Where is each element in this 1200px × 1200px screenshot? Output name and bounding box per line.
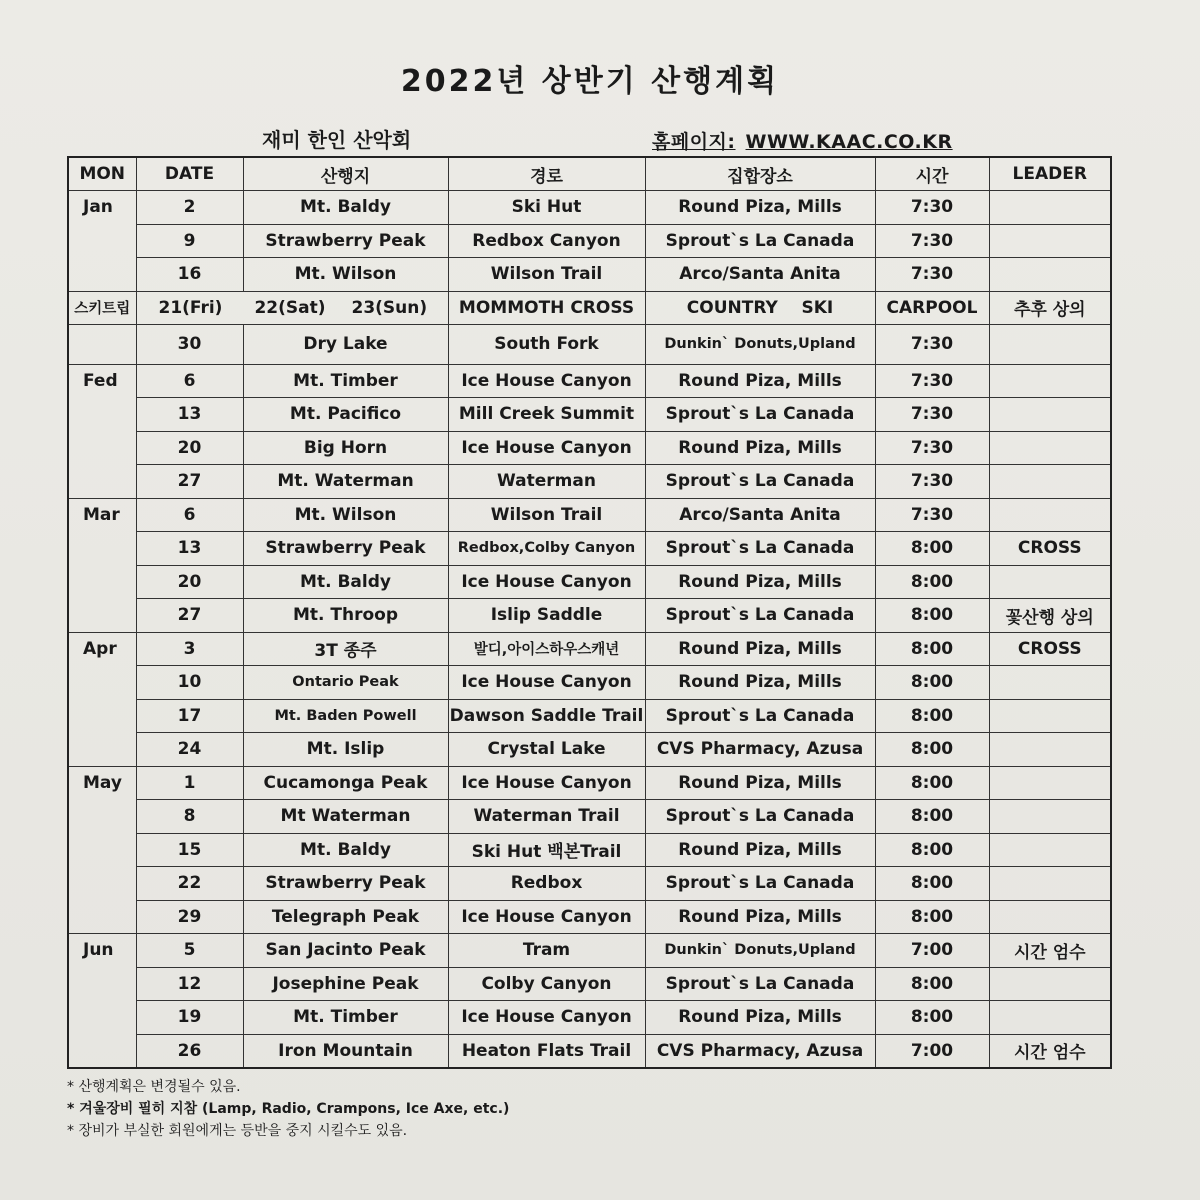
meeting-place-cell: Arco/Santa Anita xyxy=(645,258,875,292)
ski-trip-dates xyxy=(136,291,448,325)
leader-cell xyxy=(989,1001,1111,1035)
date-cell: 16 xyxy=(136,258,243,292)
time-cell: 7:30 xyxy=(875,191,989,225)
club-name: 재미 한인 산악회 xyxy=(262,128,412,152)
date-cell: 20 xyxy=(136,431,243,465)
meeting-place-cell: Round Pizа, Mills xyxy=(645,833,875,867)
meeting-place-cell: Dunkin` Donuts,Upland xyxy=(645,325,875,365)
table-row xyxy=(68,1001,1111,1035)
place-cell: Ontario Peak xyxy=(243,666,448,700)
leader-cell xyxy=(989,224,1111,258)
time-cell: 8:00 xyxy=(875,666,989,700)
table-row xyxy=(68,191,1111,225)
place-cell: Strawberry Peak xyxy=(243,867,448,901)
time-cell: 8:00 xyxy=(875,800,989,834)
place-cell: Mt. Baldy xyxy=(243,833,448,867)
route-cell: Tram xyxy=(448,934,645,968)
table-row xyxy=(68,565,1111,599)
route-cell: Ice House Canyon xyxy=(448,766,645,800)
col-place: 산행지 xyxy=(243,157,448,191)
time-cell: 8:00 xyxy=(875,532,989,566)
table-row xyxy=(68,699,1111,733)
route-cell: Islip Saddle xyxy=(448,599,645,633)
place-cell: Mt. Baldy xyxy=(243,191,448,225)
time-cell: 8:00 xyxy=(875,967,989,1001)
date-cell: 15 xyxy=(136,833,243,867)
leader-cell xyxy=(989,900,1111,934)
place-cell: Mt. Throop xyxy=(243,599,448,633)
route-cell: Wilson Trail xyxy=(448,258,645,292)
meeting-place-cell: Round Pizа, Mills xyxy=(645,900,875,934)
meeting-place-cell: Sprout`s La Canada xyxy=(645,699,875,733)
leader-cell xyxy=(989,699,1111,733)
time-cell: 8:00 xyxy=(875,900,989,934)
leader-cell xyxy=(989,833,1111,867)
leader-cell xyxy=(989,191,1111,225)
route-cell: Crystal Lake xyxy=(448,733,645,767)
time-cell: 8:00 xyxy=(875,833,989,867)
table-row xyxy=(68,258,1111,292)
note-2: * 겨울장비 필히 지참 (Lamp, Radio, Crampons, Ice Axe, etc.) xyxy=(67,1101,510,1117)
place-cell: Mt. Baldy xyxy=(243,565,448,599)
date-cell: 9 xyxy=(136,224,243,258)
table-row xyxy=(68,364,1111,398)
route-cell: Ice House Canyon xyxy=(448,364,645,398)
leader-cell xyxy=(989,465,1111,499)
ski-trip-note: 추후 상의 xyxy=(989,291,1111,325)
place-cell: Telegraph Peak xyxy=(243,900,448,934)
time-cell: 8:00 xyxy=(875,766,989,800)
date-cell: 20 xyxy=(136,565,243,599)
route-cell: Wilson Trail xyxy=(448,498,645,532)
leader-cell xyxy=(989,800,1111,834)
table-row xyxy=(68,967,1111,1001)
place-cell: Josephine Peak xyxy=(243,967,448,1001)
place-cell: Mt. Wilson xyxy=(243,498,448,532)
ski-trip-day: 21(Fri) xyxy=(158,297,223,318)
schedule-table xyxy=(67,156,1112,1069)
place-cell: Dry Lake xyxy=(243,325,448,365)
time-cell: 8:00 xyxy=(875,565,989,599)
meeting-place-cell: Sprout`s La Canada xyxy=(645,867,875,901)
place-cell: Strawberry Peak xyxy=(243,532,448,566)
leader-cell xyxy=(989,666,1111,700)
table-row xyxy=(68,733,1111,767)
date-cell: 13 xyxy=(136,398,243,432)
date-cell: 27 xyxy=(136,465,243,499)
place-cell: Big Horn xyxy=(243,431,448,465)
month-cell: Fed xyxy=(68,364,136,498)
time-cell: 8:00 xyxy=(875,1001,989,1035)
date-cell: 29 xyxy=(136,900,243,934)
leader-cell xyxy=(989,364,1111,398)
col-leader: LEADER xyxy=(989,157,1111,191)
date-cell: 13 xyxy=(136,532,243,566)
place-cell: Strawberry Peak xyxy=(243,224,448,258)
route-cell: Redbox,Colby Canyon xyxy=(448,532,645,566)
route-cell: Ice House Canyon xyxy=(448,565,645,599)
meeting-place-cell: Round Pizа, Mills xyxy=(645,431,875,465)
time-cell: 7:00 xyxy=(875,1034,989,1068)
table-row xyxy=(68,900,1111,934)
col-mon: MON xyxy=(68,157,136,191)
ski-trip-event: MOMMOTH CROSS xyxy=(448,291,645,325)
place-cell: Iron Mountain xyxy=(243,1034,448,1068)
route-cell: Waterman Trail xyxy=(448,800,645,834)
date-cell: 2 xyxy=(136,191,243,225)
place-cell: Mt. Pacifico xyxy=(243,398,448,432)
route-cell: Redbox xyxy=(448,867,645,901)
time-cell: 7:30 xyxy=(875,431,989,465)
date-cell: 30 xyxy=(136,325,243,365)
table-row xyxy=(68,431,1111,465)
route-cell: Ski Hut 백본Trail xyxy=(448,833,645,867)
time-cell: 7:00 xyxy=(875,934,989,968)
date-cell: 27 xyxy=(136,599,243,633)
route-cell: Ice House Canyon xyxy=(448,431,645,465)
table-row xyxy=(68,325,1111,365)
ski-trip-transport: CARPOOL xyxy=(875,291,989,325)
meeting-place-cell: Sprout`s La Canada xyxy=(645,599,875,633)
date-cell: 22 xyxy=(136,867,243,901)
note-3: * 장비가 부실한 회원에게는 등반을 중지 시킬수도 있음. xyxy=(67,1123,408,1139)
date-cell: 1 xyxy=(136,766,243,800)
meeting-place-cell: Round Pizа, Mills xyxy=(645,565,875,599)
time-cell: 8:00 xyxy=(875,733,989,767)
route-cell: Redbox Canyon xyxy=(448,224,645,258)
header-row xyxy=(68,157,1111,191)
place-cell: Mt. Wilson xyxy=(243,258,448,292)
date-cell: 8 xyxy=(136,800,243,834)
time-cell: 7:30 xyxy=(875,398,989,432)
meeting-place-cell: Round Pizа, Mills xyxy=(645,766,875,800)
month-cell: Mar xyxy=(68,498,136,632)
route-cell: Ski Hut xyxy=(448,191,645,225)
meeting-place-cell: CVS Pharmacy, Azusa xyxy=(645,1034,875,1068)
table-row xyxy=(68,867,1111,901)
table-row xyxy=(68,766,1111,800)
homepage-label: 홈페이지: xyxy=(652,131,736,153)
table-row xyxy=(68,1034,1111,1068)
table-row xyxy=(68,599,1111,633)
route-cell: 발디,아이스하우스캐년 xyxy=(448,632,645,666)
time-cell: 7:30 xyxy=(875,364,989,398)
table-row xyxy=(68,666,1111,700)
meeting-place-cell: Dunkin` Donuts,Upland xyxy=(645,934,875,968)
leader-cell: 시간 엄수 xyxy=(989,934,1111,968)
meeting-place-cell: Arco/Santa Anita xyxy=(645,498,875,532)
month-cell: Jan xyxy=(68,191,136,292)
date-cell: 6 xyxy=(136,364,243,398)
time-cell: 7:30 xyxy=(875,498,989,532)
meeting-place-cell: Sprout`s La Canada xyxy=(645,532,875,566)
leader-cell xyxy=(989,967,1111,1001)
meeting-place-cell: Sprout`s La Canada xyxy=(645,800,875,834)
page-title: 2022년 상반기 산행계획 xyxy=(400,64,780,99)
date-cell: 19 xyxy=(136,1001,243,1035)
col-route: 경로 xyxy=(448,157,645,191)
place-cell: Cucamonga Peak xyxy=(243,766,448,800)
route-cell: Colby Canyon xyxy=(448,967,645,1001)
date-cell: 26 xyxy=(136,1034,243,1068)
homepage-url: WWW.KAAC.CO.KR xyxy=(745,131,953,153)
ski-trip-label: 스키트립 xyxy=(68,291,136,325)
leader-cell xyxy=(989,398,1111,432)
date-cell: 12 xyxy=(136,967,243,1001)
date-cell: 6 xyxy=(136,498,243,532)
meeting-place-cell: Sprout`s La Canada xyxy=(645,465,875,499)
month-cell: May xyxy=(68,766,136,934)
homepage-line xyxy=(652,127,963,154)
date-cell: 5 xyxy=(136,934,243,968)
place-cell: Mt. Timber xyxy=(243,1001,448,1035)
leader-cell: CROSS xyxy=(989,532,1111,566)
route-cell: Ice House Canyon xyxy=(448,900,645,934)
table-row xyxy=(68,398,1111,432)
place-cell: Mt. Islip xyxy=(243,733,448,767)
route-cell: Heaton Flats Trail xyxy=(448,1034,645,1068)
leader-cell xyxy=(989,431,1111,465)
time-cell: 8:00 xyxy=(875,632,989,666)
place-cell: Mt. Timber xyxy=(243,364,448,398)
col-time: 시간 xyxy=(875,157,989,191)
ski-trip-row xyxy=(68,291,1111,325)
col-meeting: 집합장소 xyxy=(645,157,875,191)
date-cell: 17 xyxy=(136,699,243,733)
meeting-place-cell: Round Pizа, Mills xyxy=(645,632,875,666)
ski-trip-type: COUNTRY SKI xyxy=(645,291,875,325)
table-row xyxy=(68,833,1111,867)
meeting-place-cell: Round Pizа, Mills xyxy=(645,1001,875,1035)
table-row xyxy=(68,800,1111,834)
time-cell: 7:30 xyxy=(875,325,989,365)
route-cell: Dawson Saddle Trail xyxy=(448,699,645,733)
place-cell: 3T 종주 xyxy=(243,632,448,666)
leader-cell xyxy=(989,867,1111,901)
month-cell: Apr xyxy=(68,632,136,766)
leader-cell: 꽃산행 상의 xyxy=(989,599,1111,633)
table-row xyxy=(68,465,1111,499)
time-cell: 8:00 xyxy=(875,867,989,901)
col-date: DATE xyxy=(136,157,243,191)
route-cell: South Fork xyxy=(448,325,645,365)
table-row xyxy=(68,532,1111,566)
meeting-place-cell: Sprout`s La Canada xyxy=(645,398,875,432)
route-cell: Ice House Canyon xyxy=(448,1001,645,1035)
place-cell: Mt Waterman xyxy=(243,800,448,834)
ski-trip-day: 23(Sun) xyxy=(351,297,428,318)
leader-cell xyxy=(989,258,1111,292)
date-cell: 3 xyxy=(136,632,243,666)
table-row xyxy=(68,934,1111,968)
meeting-place-cell: Round Pizа, Mills xyxy=(645,191,875,225)
table-row xyxy=(68,498,1111,532)
notes xyxy=(67,1076,509,1142)
time-cell: 7:30 xyxy=(875,465,989,499)
meeting-place-cell: Round Pizа, Mills xyxy=(645,666,875,700)
time-cell: 8:00 xyxy=(875,699,989,733)
leader-cell xyxy=(989,766,1111,800)
meeting-place-cell: Round Pizа, Mills xyxy=(645,364,875,398)
leader-cell: CROSS xyxy=(989,632,1111,666)
month-cell: Jun xyxy=(68,934,136,1069)
month-cell xyxy=(68,325,136,365)
meeting-place-cell: CVS Pharmacy, Azusa xyxy=(645,733,875,767)
place-cell: Mt. Baden Powell xyxy=(243,699,448,733)
leader-cell xyxy=(989,498,1111,532)
leader-cell xyxy=(989,325,1111,365)
table-row xyxy=(68,632,1111,666)
route-cell: Ice House Canyon xyxy=(448,666,645,700)
table-row xyxy=(68,224,1111,258)
leader-cell xyxy=(989,565,1111,599)
time-cell: 8:00 xyxy=(875,599,989,633)
note-1: * 산행계획은 변경될수 있음. xyxy=(67,1079,241,1095)
meeting-place-cell: Sprout`s La Canada xyxy=(645,967,875,1001)
meeting-place-cell: Sprout`s La Canada xyxy=(645,224,875,258)
leader-cell: 시간 엄수 xyxy=(989,1034,1111,1068)
ski-trip-day: 22(Sat) xyxy=(254,297,326,318)
time-cell: 7:30 xyxy=(875,258,989,292)
date-cell: 10 xyxy=(136,666,243,700)
route-cell: Mill Creek Summit xyxy=(448,398,645,432)
route-cell: Waterman xyxy=(448,465,645,499)
place-cell: San Jacinto Peak xyxy=(243,934,448,968)
leader-cell xyxy=(989,733,1111,767)
place-cell: Mt. Waterman xyxy=(243,465,448,499)
date-cell: 24 xyxy=(136,733,243,767)
time-cell: 7:30 xyxy=(875,224,989,258)
